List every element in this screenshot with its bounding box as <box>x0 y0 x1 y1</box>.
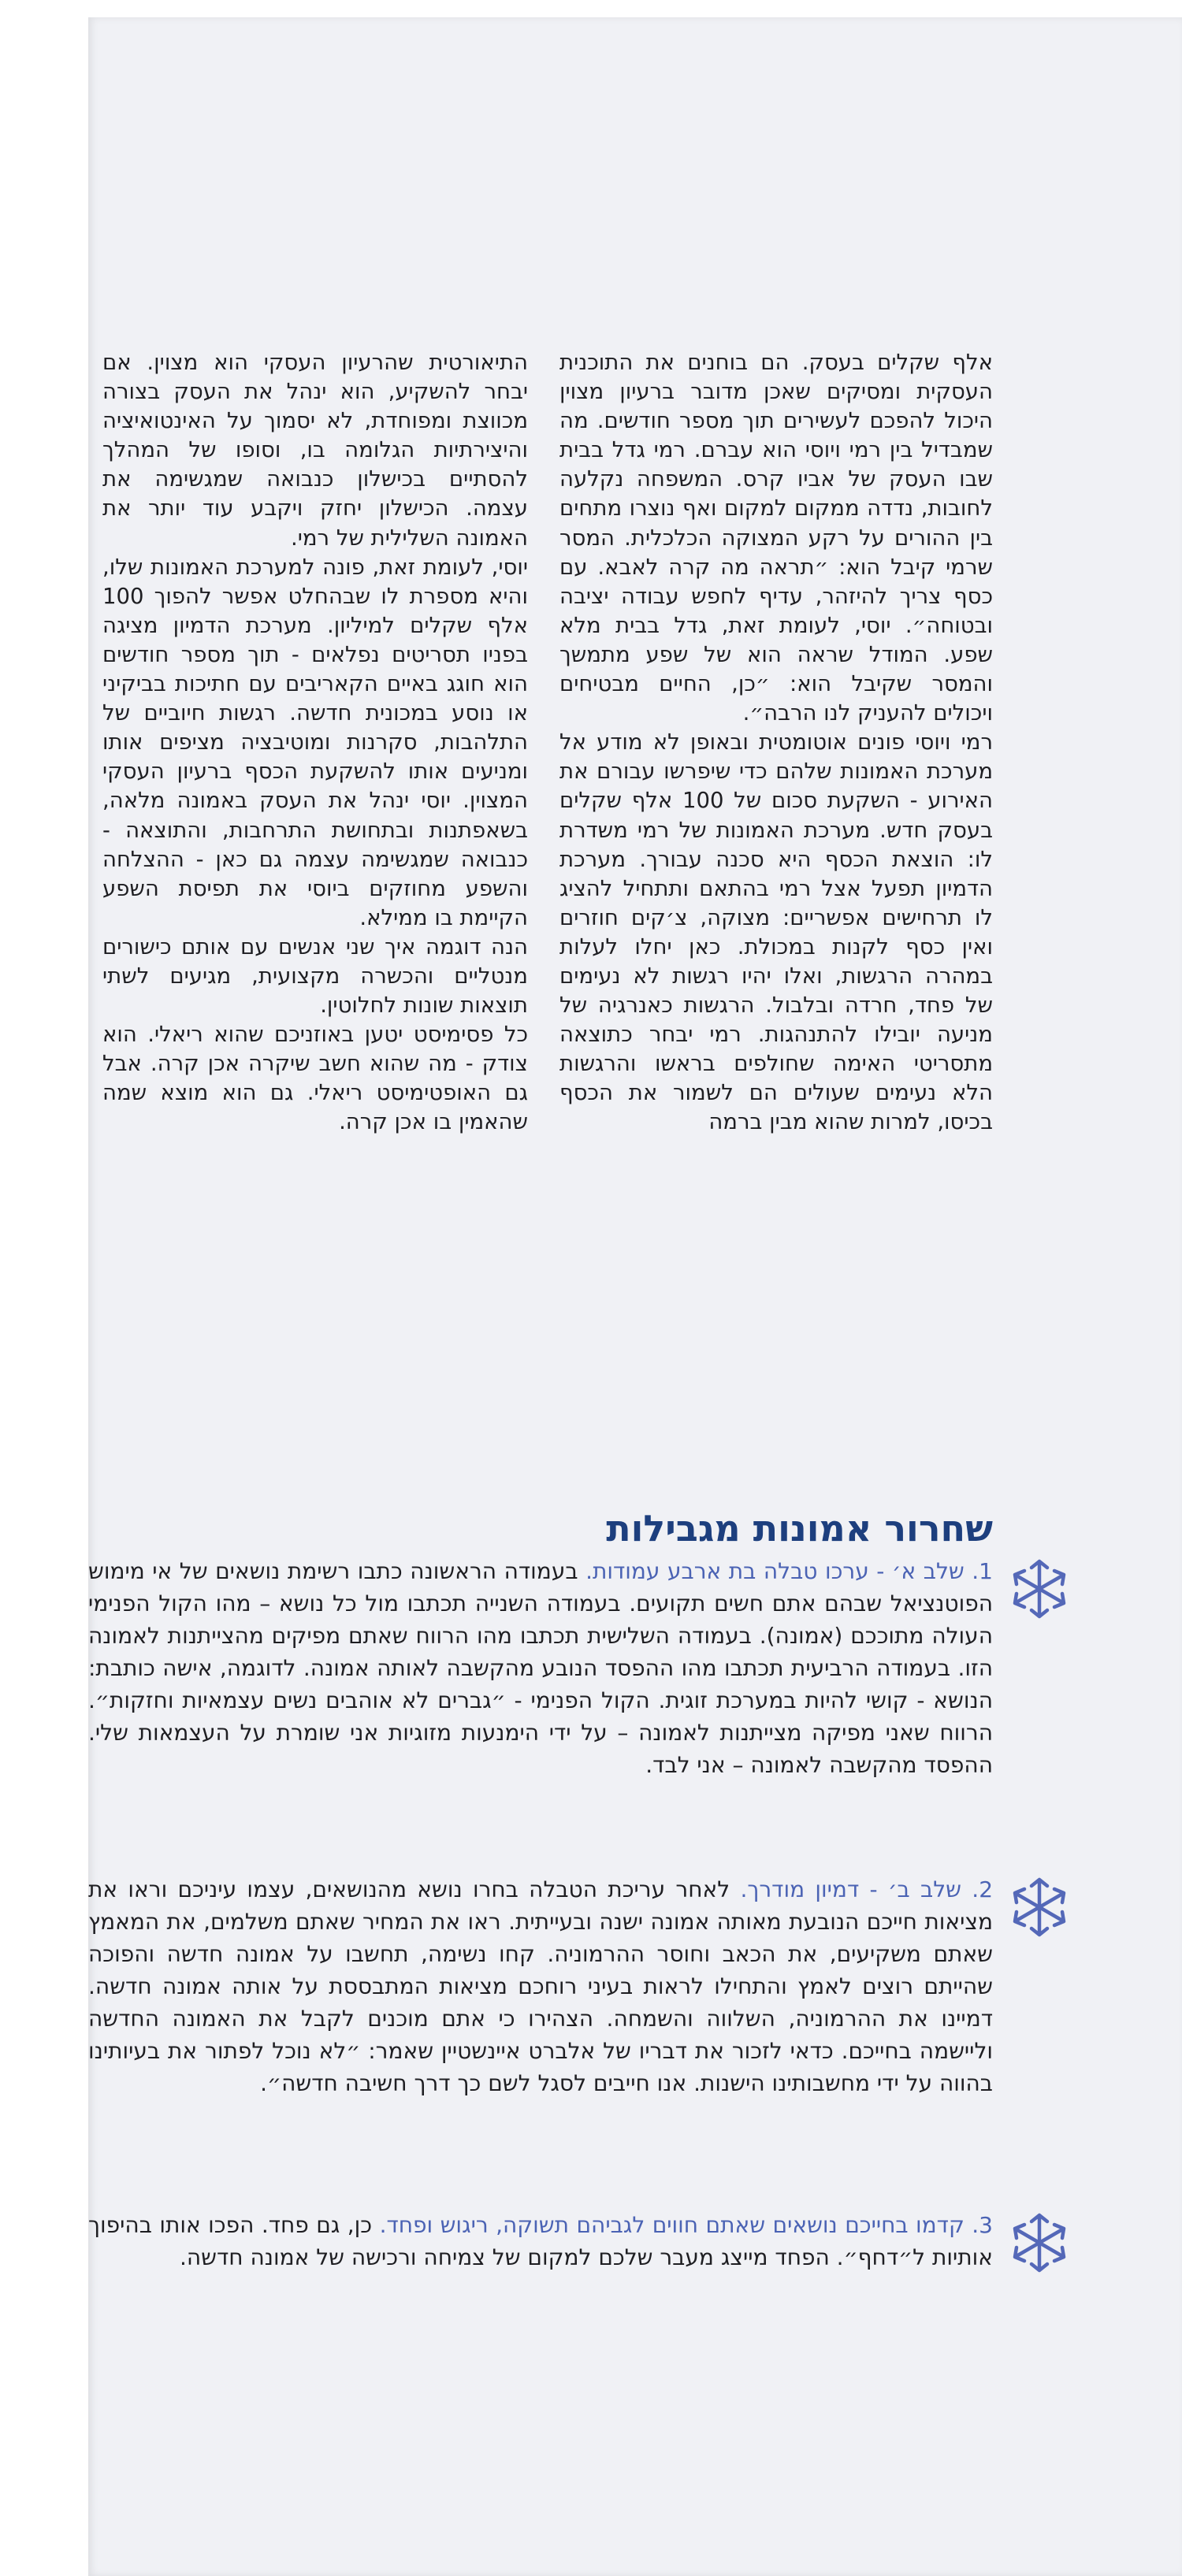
step-lead: 3. קדמו בחייכם נושאים שאתם חווים לגביהם תשוקה, ריגוש ופחד. <box>379 2212 993 2238</box>
article-columns <box>88 348 1182 1483</box>
step-lead: 2. שלב ב׳ - דמיון מודרך. <box>740 1876 994 1902</box>
asterisk-flower-icon <box>1005 1873 1073 1941</box>
asterisk-flower-icon <box>1005 2209 1073 2277</box>
paragraph: יוסי, לעומת זאת, פונה למערכת האמונות שלו, והיא מספרת לו שבהחלט אפשר להפוך 100 אלף שקלים למיליון. מערכת הדמיון מציגה בפניו תסריטים נפלאים - תוך מספר חודשים הוא חוגג באיים הקאריבים עם חתיכות בביקיני או נוסע במכונית חדשה. רגשות חיוביים של התלהבות, סקרנות ומוטיבציה מציפים אותו ומניעים אותו להשקעת הכסף ברעיון העסקי המצוין. יוסי ינהל את העסק באמונה מלאה, בשאפתנות ובתחושת התרחבות, והתוצאה - כנבואה שמגשימה עצמה גם כאן - ההצלחה והשפע מחוזקים ביוסי את תפיסת השפע הקיימת בו ממילא. <box>102 554 528 930</box>
paragraph: הנה דוגמה איך שני אנשים עם אותם כישורים מנטליים והכשרה מקצועית, מגיעים לשתי תוצאות שונות לחלוטין. <box>102 934 528 1019</box>
magazine-page <box>88 17 1182 2576</box>
paragraph: התיאורטית שהרעיון העסקי הוא מצוין. אם יבחר להשקיע, הוא ינהל את העסק בצורה מכווצת ומפוחדת, לא יסמוך על האינטואיציה והיצירתיות הגלומה בו, וסופו של המהלך להסתיים בכישלון כנבואה שמגשימה את עצמה. הכישלון יחזק ויקבע עוד יותר את האמונה השלילית של רמי. <box>102 350 528 551</box>
asterisk-flower-icon <box>1005 1555 1073 1623</box>
step-body: בעמודה הראשונה כתבו רשימת נושאים של אי מימוש הפוטנציאל שבהם אתם חשים תקועים. בעמודה השנייה תכתבו מול כל נושא – מהו הקול הפנימי העולה מתוככם (אמונה). בעמודה השלישית תכתבו מהו הרווח שאתם מפיקים מהצייתנות לאמונה הזו. בעמודה הרביעית תכתבו מהו ההפסד הנובע מהקשבה לאותה אמונה. לדוגמה, אישה כותבת: הנושא - קושי להיות במערכת זוגית. הקול הפנימי - ״גברים לא אוהבים נשים עצמאיות וחזקות״. הרווח שאני מפיקה מצייתנות לאמונה – על ידי הימנעות מזוגיות אני שומרת על העצמאות שלי. ההפסד מהקשבה לאמונה – אני לבד. <box>88 1558 993 1778</box>
step-lead: 1. שלב א׳ - ערכו טבלה בת ארבע עמודות. <box>585 1558 993 1584</box>
step-body: כן, גם פחד. הפכו אותו בהיפוך אותיות ל״דחף״. הפחד מייצג מעבר שלכם למקום של צמיחה ורכישה של אמונה חדשה. <box>88 2212 993 2270</box>
paragraph: אלף שקלים בעסק. הם בוחנים את התוכנית העסקית ומסיקים שאכן מדובר ברעיון מצוין היכול להפכם לעשירים תוך מספר חודשים. מה שמבדיל בין רמי ויוסי הוא עברם. רמי גדל בבית שבו העסק של אביו קרס. המשפחה נקלעה לחובות, נדדה ממקום למקום ואף נוצרו מתחים בין ההורים על רקע המצוקה הכלכלית. המסר שרמי קיבל הוא: ״תראה מה קרה לאבא. עם כסף צריך להיזהר, עדיף לחפש עבודה יציבה ובטוחה״. יוסי, לעומת זאת, גדל בבית מלא שפע. המודל שראה הוא של שפע מתמשך והמסר שקיבל הוא: ״כן, החיים מבטיחים ויכולים להעניק לנו הרבה״. <box>559 350 993 726</box>
column-left <box>102 348 528 1138</box>
paragraph: רמי ויוסי פונים אוטומטית ובאופן לא מודע אל מערכת האמונות שלהם כדי שיפרשו עבורם את האירוע - השקעת סכום של 100 אלף שקלים בעסק חדש. מערכת האמונות של רמי משדרת לו: הוצאת הכסף היא סכנה עבורך. מערכת הדמיון תפעל אצל רמי בהתאם ותתחיל להציג לו תרחישים אפשריים: מצוקה, צ׳קים חוזרים ואין כסף לקנות במכולת. כאן יחלו לעלות במהרה הרגשות, ואלו יהיו רגשות לא נעימים של פחד, חרדה ובלבול. הרגשות כאנרגיה של מניעה יובילו להתנהגות. רמי יבחר כתוצאה מתסריטי האימה שחולפים בראשו והרגשות הלא נעימים שעולים הם לשמור את הכסף בכיסו, למרות שהוא מבין ברמה <box>559 729 993 1135</box>
column-right <box>559 348 993 1138</box>
step-text <box>88 2209 993 2273</box>
scan-margin <box>0 0 88 2576</box>
step-text <box>88 1873 993 2099</box>
section-heading: שחרור אמונות מגבילות <box>606 1507 993 1550</box>
paragraph: כל פסימיסט יטען באוזניכם שהוא ריאלי. הוא צודק - מה שהוא חשב שיקרה אכן קרה. אבל גם האופטימיסט ריאלי. גם הוא מוצא שמה שהאמין בו אכן קרה. <box>102 1022 528 1135</box>
step-text <box>88 1555 993 1781</box>
step-body: לאחר עריכת הטבלה בחרו נושא מהנושאים, עצמו עיניכם וראו את מציאות חייכם הנובעת מאותה אמונה ישנה ובעייתית. ראו את המחיר שאתם משלמים, את המאמץ שאתם משקיעים, את הכאב וחוסר ההרמוניה. קחו נשימה, תחשבו על אמונה חדשה והפוכה שהייתם רוצים לאמץ והתחילו לראות בעיני רוחכם מציאות המתבססת על אותה אמונה חדשה. דמיינו את ההרמוניה, השלווה והשמחה. הצהירו כי אתם מוכנים לקבל את האמונה החדשה וליישמה בחייכם. כדאי לזכור את דבריו של אלברט איינשטיין שאמר: ״לא נוכל לפתור את בעיותינו בהווה על ידי מחשבותינו הישנות. אנו חייבים לסגל לשם כך דרך חשיבה חדשה״. <box>88 1876 993 2096</box>
